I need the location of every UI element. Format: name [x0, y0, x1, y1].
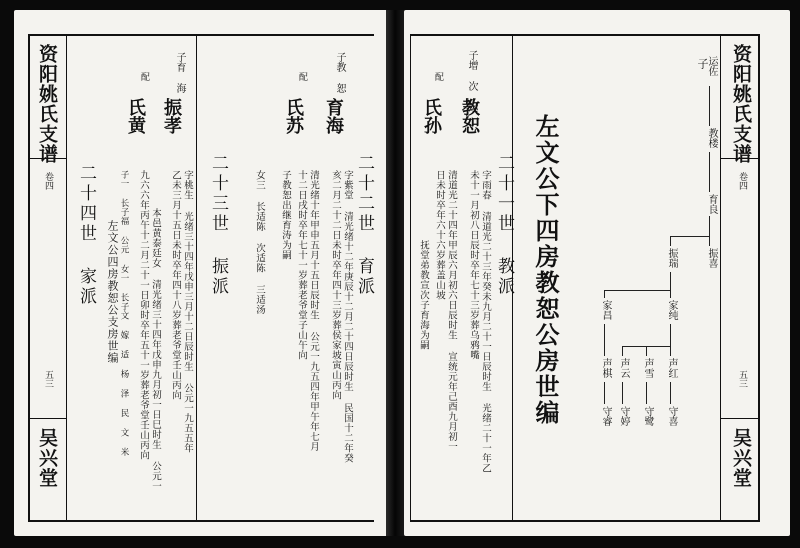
spouse-name-23: 氏黄 — [125, 98, 146, 134]
spouse-name-22: 氏苏 — [283, 98, 304, 134]
person-name-23: 振孝 — [161, 98, 182, 134]
tree-node-n6a: 守睿 — [600, 406, 611, 426]
person-name-21: 教恕 — [459, 98, 480, 134]
tree-node-n5d: 声红 — [666, 358, 677, 378]
branch-subtitle: 左文公四房教恕公支房世编 — [106, 220, 119, 364]
sons-label-21: 子增 次 运 — [466, 50, 477, 112]
person-name-22: 育海 — [323, 98, 344, 134]
right-frame-outer — [758, 34, 760, 522]
generation-23-heading: 二十三世 振派 — [208, 154, 228, 297]
adoption-note-22: 子教恕出继育涛为嗣 — [280, 170, 291, 260]
left-page: 资阳姚氏支谱 卷四 五三 吴兴堂 二十四世 家派 左文公四房教恕公支房世编 配 子育 海 氏黄 振孝 二十三世 振派 字桃生 光绪三十四年戊申三月十二日辰时生 公元一九五五年 乙未三月十五日未时卒年四十八岁葬老爷堂壬山丙向 本邑黄泰廷女 清光绪三十四年戊申九月初一日巳时生 公元一 九六六年丙午十二月二十一日卯时卒年五十一岁葬老爷堂壬山丙向 子一 长子福 公元 女一 长子文 嫁 适 杨 泽 民 文 米 配 子教 恕 氏苏 育海 二十二世 育派 字紫堂 清光绪十二年庚辰十二月二十四日辰时生 民国十二年癸 亥二月二十二日未时卒年四十三岁葬侯家坡寅山丙向 清光绪十年甲申五月十五日辰时生 公元一九五四年甲午年七月 十二日戌时卒年七十一岁葬老爷堂子山午向 女三 长适陈 次适陈 三适汤 子教恕出继育涛为嗣 — [14, 10, 388, 536]
left-frame-top — [28, 34, 374, 36]
tree-node-n3a: 振瑞 — [666, 248, 677, 268]
hall-name: 吴兴堂 — [36, 428, 58, 488]
page-number-right: 五三 — [737, 370, 747, 388]
book-gutter — [386, 10, 406, 536]
generation-22-heading: 二十二世 育派 — [354, 154, 374, 297]
right-frame-bottom — [410, 520, 760, 522]
tree-node-n1: 教楼 — [706, 128, 717, 148]
book-title: 资阳姚氏支谱 — [36, 44, 58, 164]
left-column-divider — [196, 34, 197, 522]
book-title-right: 资阳姚氏支谱 — [730, 44, 752, 164]
sons-label-22: 子教 恕 — [334, 52, 345, 93]
tree-node-n5c: 声雪 — [642, 358, 653, 378]
spouse-name-21: 氏孙 — [421, 98, 442, 134]
spouse-mark-21: 配 — [433, 72, 443, 81]
sons-label-23: 子育 海 — [174, 52, 185, 93]
page-number: 五三 — [43, 370, 53, 388]
tree-node-n3b: 振喜 — [706, 248, 717, 268]
generation-21-heading: 二十一世 教派 — [494, 154, 514, 297]
tree-node-n5b: 声云 — [618, 358, 629, 378]
hall-name-right: 吴兴堂 — [730, 428, 752, 488]
left-band-rule-2 — [28, 418, 66, 419]
left-frame-inner — [66, 34, 67, 522]
right-frame-inner — [720, 34, 721, 522]
tree-root-prefix: 子 — [696, 58, 709, 69]
spouse-mark-22: 配 — [297, 72, 307, 81]
tree-node-n6b: 守婷 — [618, 406, 629, 426]
left-frame-bottom — [28, 520, 374, 522]
right-band-rule-2 — [720, 418, 758, 419]
right-frame-top — [410, 34, 760, 36]
volume-label-right: 卷四 — [737, 172, 747, 190]
tree-node-n6c: 守鹭 — [642, 406, 653, 426]
tree-node-n6d: 守喜 — [666, 406, 677, 426]
right-frame-left — [410, 34, 411, 522]
tree-node-n4a: 家昌 — [600, 300, 611, 320]
volume-label: 卷四 — [43, 172, 53, 190]
tree-node-root: 运佐 — [706, 56, 717, 76]
right-page: 资阳姚氏支谱 卷四 五三 吴兴堂 配 子增 次 运 氏孙 教恕 二十一世 教派 字雨春 清道光二十三年癸未九月二十一日辰时生 光绪二十一年乙 未十一月初八日辰时卒年七十三岁葬乌鸦嘴 清道光二十四年甲辰六月初六日辰时生 宣统元年己酉九月初一 日未时卒年六十六岁葬盖山坡 抚堂弟教宣次子育海为嗣 左文公下四房教恕公房世编 子 运佐 教楼 育良 振瑞 振喜 家昌 家纯 声棋 声云 声雪 声红 守睿 守婷 守鹭 守喜 — [404, 10, 790, 536]
generation-24-heading: 二十四世 家派 — [76, 164, 96, 307]
left-frame-outer — [28, 34, 30, 522]
spouse-mark-23: 配 — [139, 72, 149, 81]
tree-node-n4b: 家纯 — [666, 300, 677, 320]
house-heading: 左文公下四房教恕公房世编 — [531, 114, 560, 426]
tree-node-n5a: 声棋 — [600, 358, 611, 378]
tree-node-n2: 育良 — [706, 194, 717, 214]
